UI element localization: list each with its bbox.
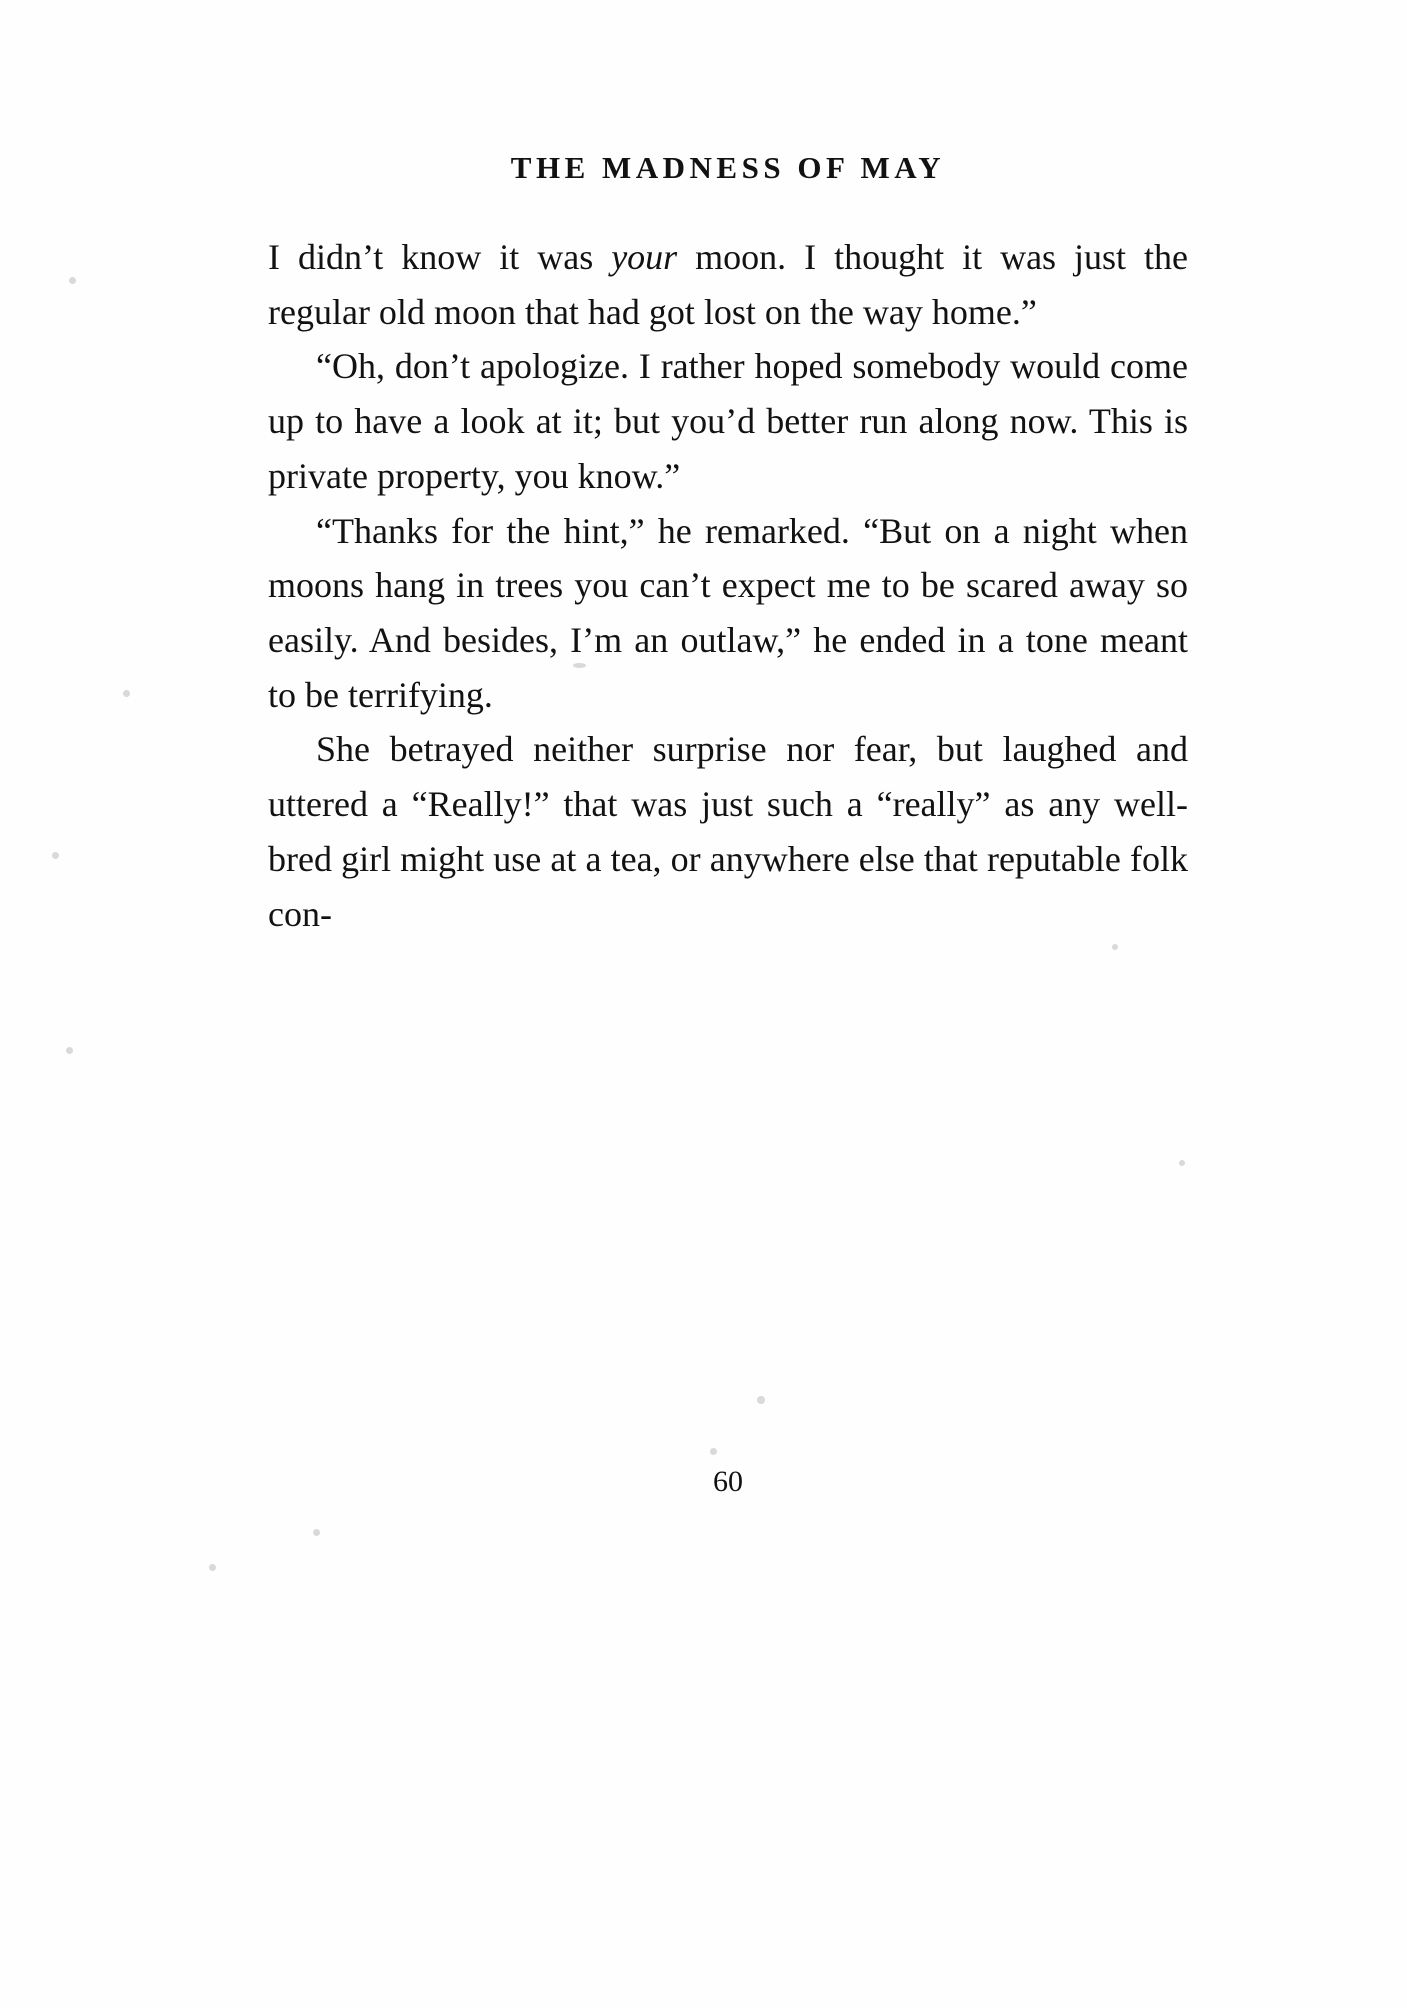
page-number: 60 <box>713 1465 743 1498</box>
text-run: I didn’t know it was <box>268 237 612 277</box>
text-run: moon. I thought it was just the regular old moon that had got lost on the way home.” <box>268 237 1188 332</box>
running-head: THE MADNESS OF MAY <box>510 150 946 185</box>
body-paragraph <box>268 722 1188 941</box>
body-paragraph <box>268 339 1188 503</box>
scan-speck <box>710 1448 717 1455</box>
page-content <box>268 150 1188 1498</box>
scan-speck <box>1179 1160 1185 1166</box>
body-paragraph <box>268 230 1188 339</box>
text-run: She betrayed neither surprise nor fear, but laughed and uttered a “Really!” that was just such a “really” as any well-bred girl might use at a tea, or anywhere else that reputable folk con- <box>268 729 1188 934</box>
scan-speck <box>1112 944 1118 950</box>
scan-speck <box>209 1564 216 1571</box>
scan-speck <box>69 277 76 284</box>
text-run: “Thanks for the hint,” he remarked. “But on a night when moons hang in trees you can’t expect me to be scared away so easily. And besides, I’m an outlaw,” he ended in a tone meant to be terrifying. <box>268 510 1188 715</box>
scan-speck <box>757 1396 765 1404</box>
scan-speck <box>66 1047 73 1054</box>
emphasis-text: your <box>611 237 678 277</box>
text-run: “Oh, don’t apologize. I rather hoped somebody would come up to have a look at it; but you’d better run along now. This is private property, you know.” <box>268 346 1188 496</box>
body-paragraph <box>268 504 1188 723</box>
scan-speck <box>52 852 59 859</box>
scan-speck <box>123 690 130 697</box>
scan-speck <box>313 1529 320 1536</box>
